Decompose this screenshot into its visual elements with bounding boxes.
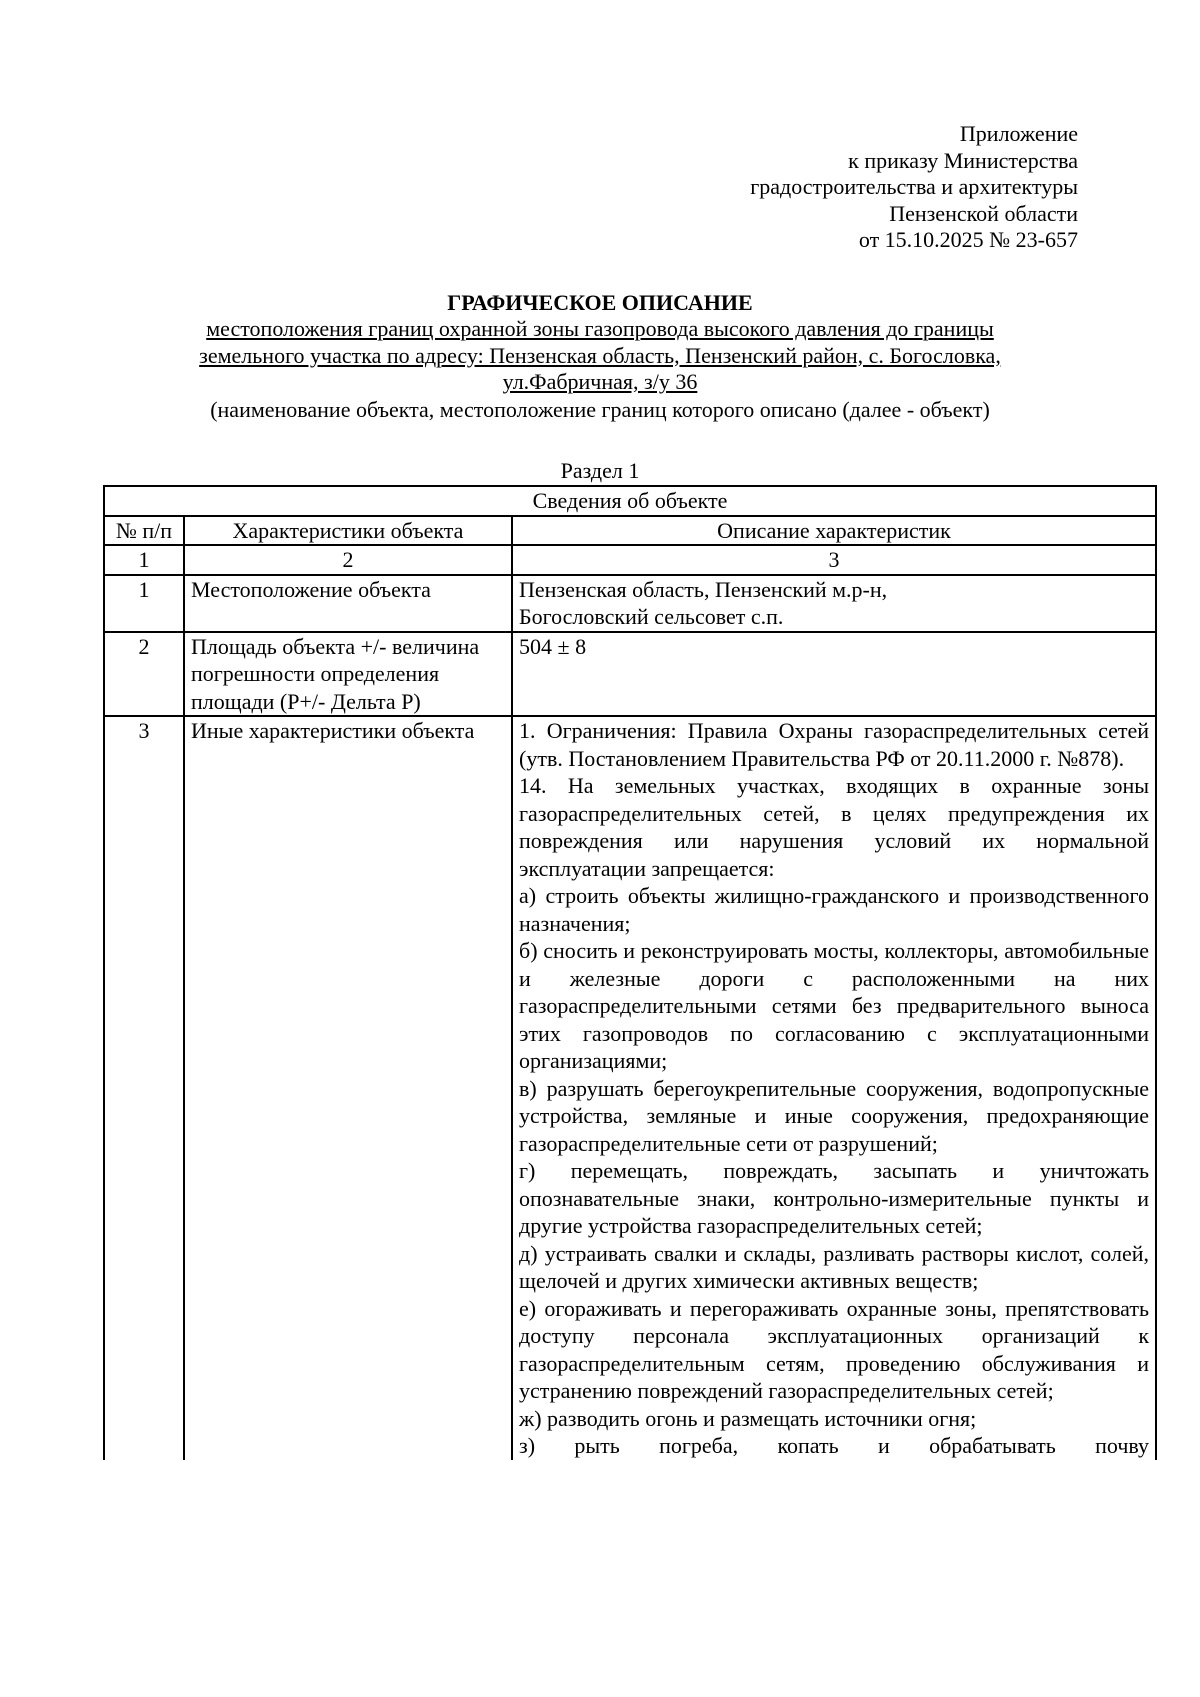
appendix-line: Приложение [959,121,1078,146]
restriction-paragraph: ж) разводить огонь и размещать источники огня; [519,1405,977,1431]
characteristic-line: площади (Р+/- Дельта Р) [191,688,421,714]
object-info-table [103,485,1157,1460]
subtitle-line: земельного участка по адресу: Пензенская область, Пензенский район, с. Богословка, [199,342,1001,368]
restriction-paragraph: а) строить объекты жилищно-гражданского и производственного назначения; [519,883,1150,936]
characteristic-line: Площадь объекта +/- величина [191,633,480,659]
row-number: 3 [104,716,184,1460]
restriction-paragraph: д) устраивать свалки и склады, разливать растворы кислот, солей, щелочей и других химически активных веществ; [519,1240,1150,1293]
restriction-paragraph: 14. На земельных участках, входящих в охранные зоны газораспределительных сетей, в целях предупреждения их повреждения или нарушения условий их нормальной эксплуатации запрещается: [519,773,1150,881]
document-title: ГРАФИЧЕСКОЕ ОПИСАНИЕ [447,290,753,315]
column-number-cell: 3 [512,545,1156,575]
restriction-paragraph: в) разрушать берегоукрепительные сооружения, водопропускные устройства, земляные и иные сооружения, предохраняющие газораспределительные сети от разрушений; [519,1075,1150,1156]
document-subtitle [100,316,1100,396]
restriction-paragraph: з) рыть погреба, копать и обрабатывать почву [519,1433,1150,1458]
column-number-cell: 2 [184,545,512,575]
row-number: 2 [104,632,184,717]
restriction-paragraph: г) перемещать, повреждать, засыпать и уничтожать опознавательные знаки, контрольно-измерительные пункты и другие устройства газораспределительных сетей; [519,1158,1150,1238]
appendix-line: к приказу Министерства [848,147,1078,173]
section-label: Раздел 1 [560,458,640,483]
row-number: 1 [104,575,184,632]
subtitle-line: ул.Фабричная, з/у 36 [502,369,698,394]
appendix-line: градостроительства и архитектуры [750,174,1078,199]
header-cell-description: Описание характеристик [512,516,1156,546]
title-block [100,289,1100,423]
table-row [104,575,1156,632]
description-line: Богословский сельсовет с.п. [519,604,784,629]
subtitle-line: местоположения границ охранной зоны газопровода высокого давления до границы [206,316,994,341]
column-number-row [104,545,1156,575]
table-row [104,632,1156,717]
description-line: Пензенская область, Пензенский м.р-н, [519,576,888,602]
column-number-cell: 1 [104,545,184,575]
header-cell-number: № п/п [104,516,184,546]
appendix-line: Пензенской области [889,200,1078,226]
subtitle-note: (наименование объекта, местоположение границ которого описано (далее - объект) [210,396,990,422]
table-header-row [104,516,1156,546]
row-characteristic [184,632,512,717]
row-characteristic: Иные характеристики объекта [184,716,512,1460]
appendix-header [750,121,1078,254]
appendix-line: от 15.10.2025 № 23-657 [858,227,1078,252]
table-row [104,716,1156,1460]
restriction-paragraph: е) огораживать и перегораживать охранные зоны, препятствовать доступу персонала эксплуатационных организаций к газораспределительным сетям, проведению обслуживания и устранению повреждений газораспределительных сетей; [519,1295,1150,1403]
restriction-paragraph: 1. Ограничения: Правила Охраны газораспределительных сетей (утв. Постановлением Правительства РФ от 20.11.2000 г. №878). [519,718,1150,771]
table-caption: Сведения об объекте [104,486,1156,516]
header-cell-characteristics: Характеристики объекта [184,516,512,546]
restriction-paragraph: б) сносить и реконструировать мосты, коллекторы, автомобильные и железные дороги с расположенными на них газораспределительными сетями без предварительного выноса этих газопроводов по согласованию с эксплуатационными организациями; [519,938,1150,1073]
row-description: 504 ± 8 [512,632,1156,717]
row-characteristic: Местоположение объекта [184,575,512,632]
row-description [512,575,1156,632]
characteristic-line: погрешности определения [191,661,440,686]
row-description [512,716,1156,1460]
